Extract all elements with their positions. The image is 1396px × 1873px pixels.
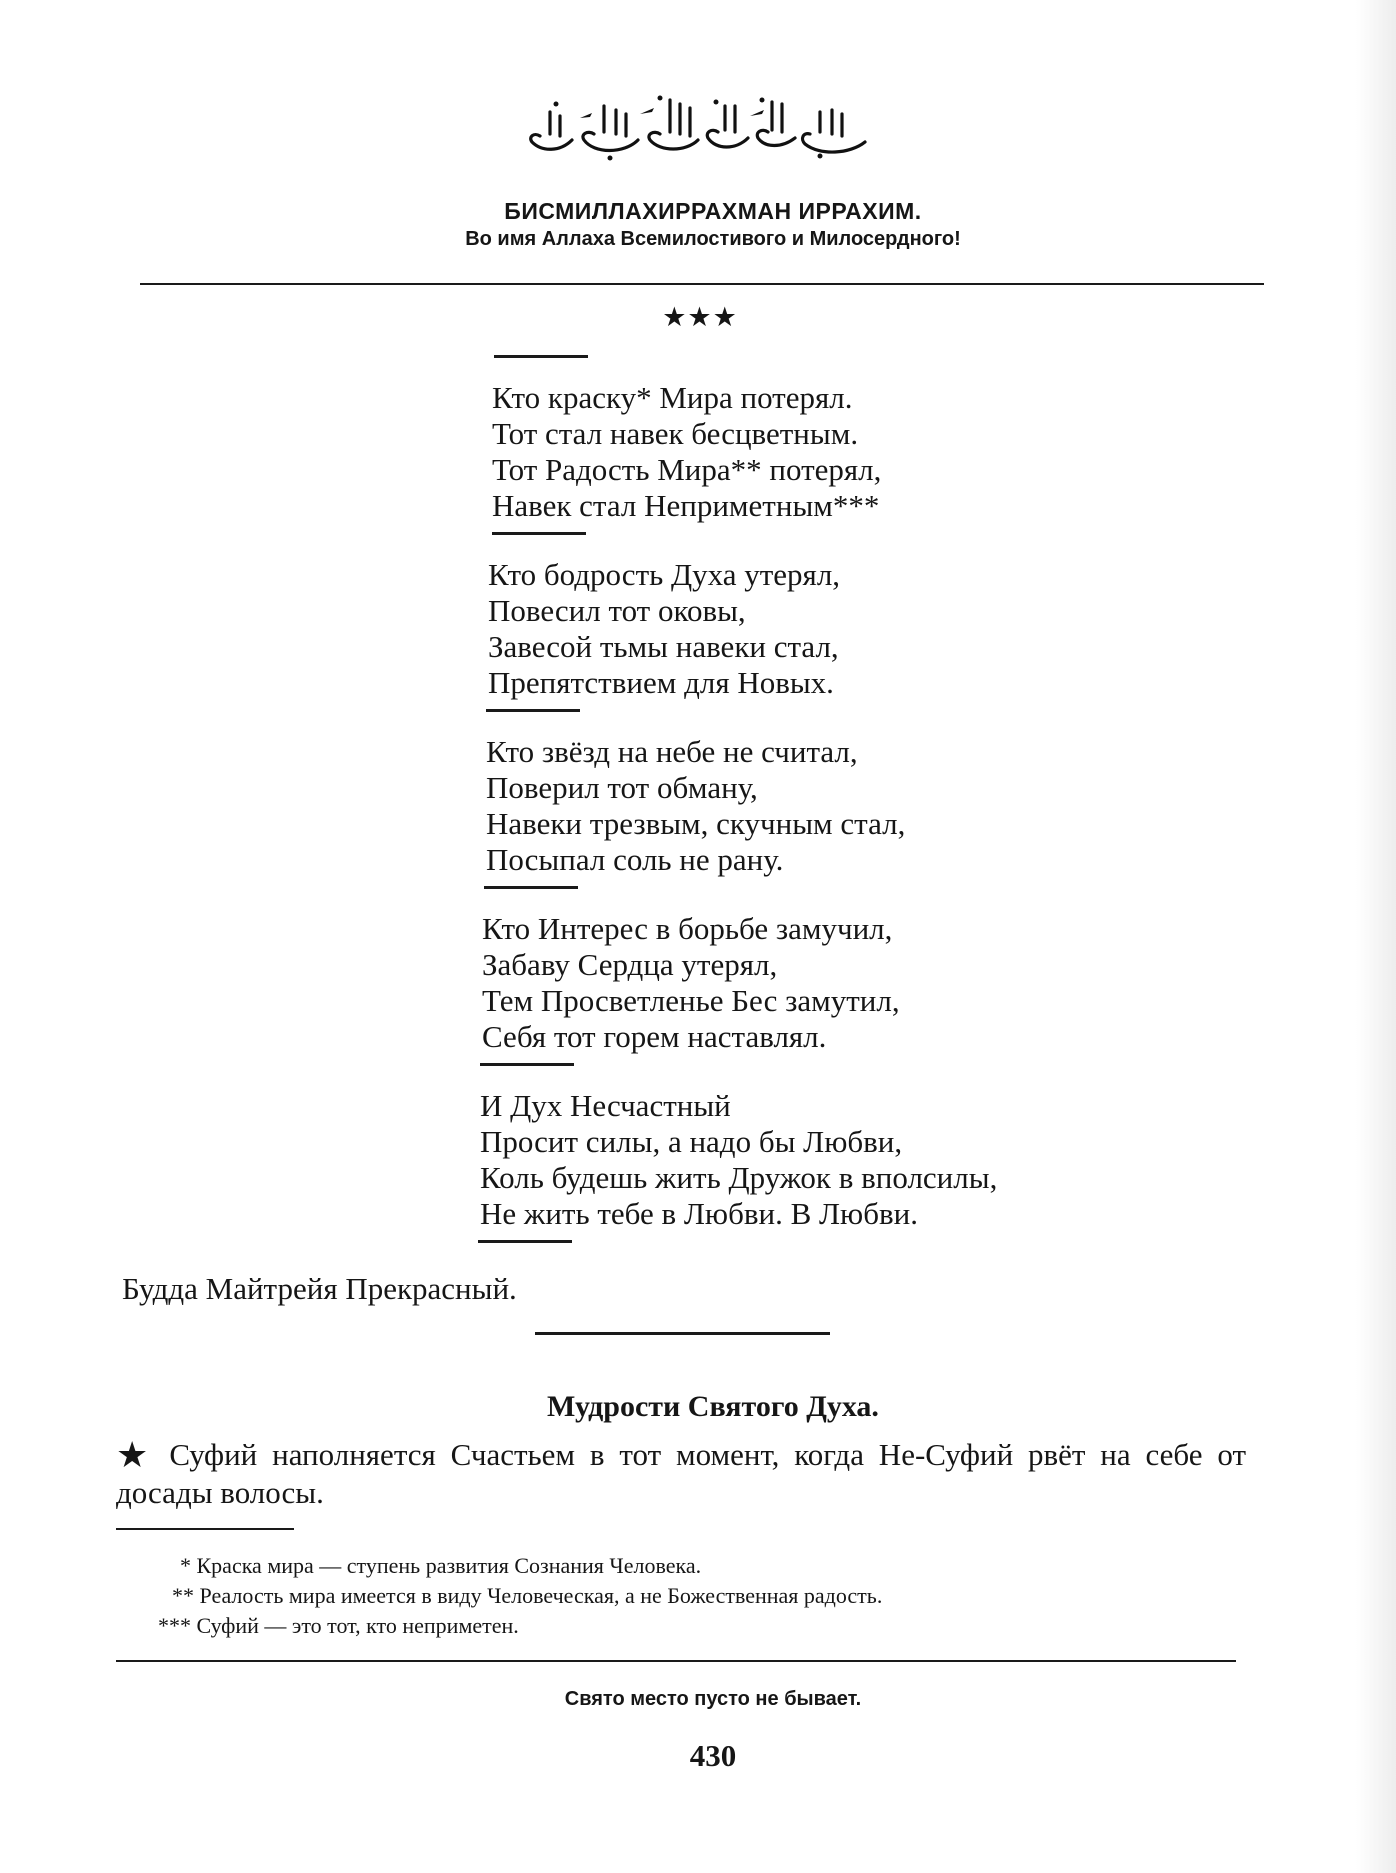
footnotes: [150, 1551, 1150, 1641]
footer-divider: [116, 1660, 1236, 1662]
wisdom-saying: [116, 1436, 1246, 1511]
poem-line: Забаву Сердца утерял,: [482, 947, 778, 982]
poem-line: Не жить тебе в Любви. В Любви.: [480, 1196, 918, 1231]
wisdom-section-title: Мудрости Святого Духа.: [547, 1390, 879, 1423]
footnote: * Краска мира — ступень развития Сознания Человека.: [180, 1553, 702, 1578]
bismillah-calligraphy: [520, 92, 875, 167]
stanza-divider: [486, 709, 580, 712]
poem-line: Себя тот горем наставлял.: [482, 1019, 827, 1054]
stanza: [480, 1088, 1178, 1232]
footnote: ** Реалость мира имеется в виду Человеческая, а не Божественная радость.: [172, 1583, 883, 1608]
stanza-divider: [478, 1240, 572, 1243]
poem-line: Кто звёзд на небе не считал,: [486, 734, 858, 769]
footnote: *** Суфий — это тот, кто неприметен.: [158, 1613, 519, 1638]
poem-line: Тот стал навек бесцветным.: [492, 416, 859, 451]
poem-line: Посыпал соль не рану.: [486, 842, 784, 877]
header-divider: [140, 283, 1264, 285]
footer-proverb: Свято место пусто не бывает.: [564, 1688, 862, 1710]
stanza: [486, 734, 1178, 878]
poem-line: Тем Просветленье Бес замутил,: [482, 983, 900, 1018]
poem-signature: Будда Майтрейя Прекрасный.: [122, 1271, 517, 1306]
page-number: 430: [689, 1738, 737, 1773]
poem-line: Завесой тьмы навеки стал,: [488, 629, 839, 664]
poem-line: Препятствием для Новых.: [488, 665, 834, 700]
poem-line: Кто краску* Мира потерял.: [492, 380, 853, 415]
stanza: [492, 380, 1178, 524]
stanza-divider: [492, 532, 586, 535]
poem-line: Кто бодрость Духа утерял,: [488, 557, 841, 592]
poem-line: Просит силы, а надо бы Любви,: [480, 1124, 903, 1159]
stanza: [488, 557, 1178, 701]
header-subtitle: Во имя Аллаха Всемилостивого и Милосердного!: [465, 228, 961, 250]
poem-line: Тот Радость Мира** потерял,: [492, 452, 882, 487]
stanza-divider: [484, 886, 578, 889]
stars-ornament: ★★★: [662, 302, 738, 333]
poem-line: Повесил тот оковы,: [488, 593, 746, 628]
footnote-divider: [116, 1528, 294, 1530]
stanza-divider: [480, 1063, 574, 1066]
poem-line: Навек стал Неприметным***: [492, 488, 880, 523]
poem-line: Навеки трезвым, скучным стал,: [486, 806, 906, 841]
poem-line: Коль будешь жить Дружок в вполсилы,: [480, 1160, 998, 1195]
section-divider: [535, 1332, 830, 1335]
poem: [478, 347, 1178, 1265]
poem-line: И Дух Несчастный: [480, 1088, 731, 1123]
header-title: БИСМИЛЛАХИРРАХМАН ИРРАХИМ.: [504, 198, 922, 224]
wisdom-text: Суфий наполняется Счастьем в тот момент, когда Не-Суфий рвёт на себе от досады волосы.: [116, 1437, 1246, 1510]
poem-line: Поверил тот обману,: [486, 770, 758, 805]
stanza-divider: [494, 355, 588, 358]
star-icon: ★: [116, 1435, 156, 1476]
page-edge-shade: [1356, 0, 1396, 1873]
stanza: [482, 911, 1178, 1055]
poem-line: Кто Интерес в борьбе замучил,: [482, 911, 893, 946]
